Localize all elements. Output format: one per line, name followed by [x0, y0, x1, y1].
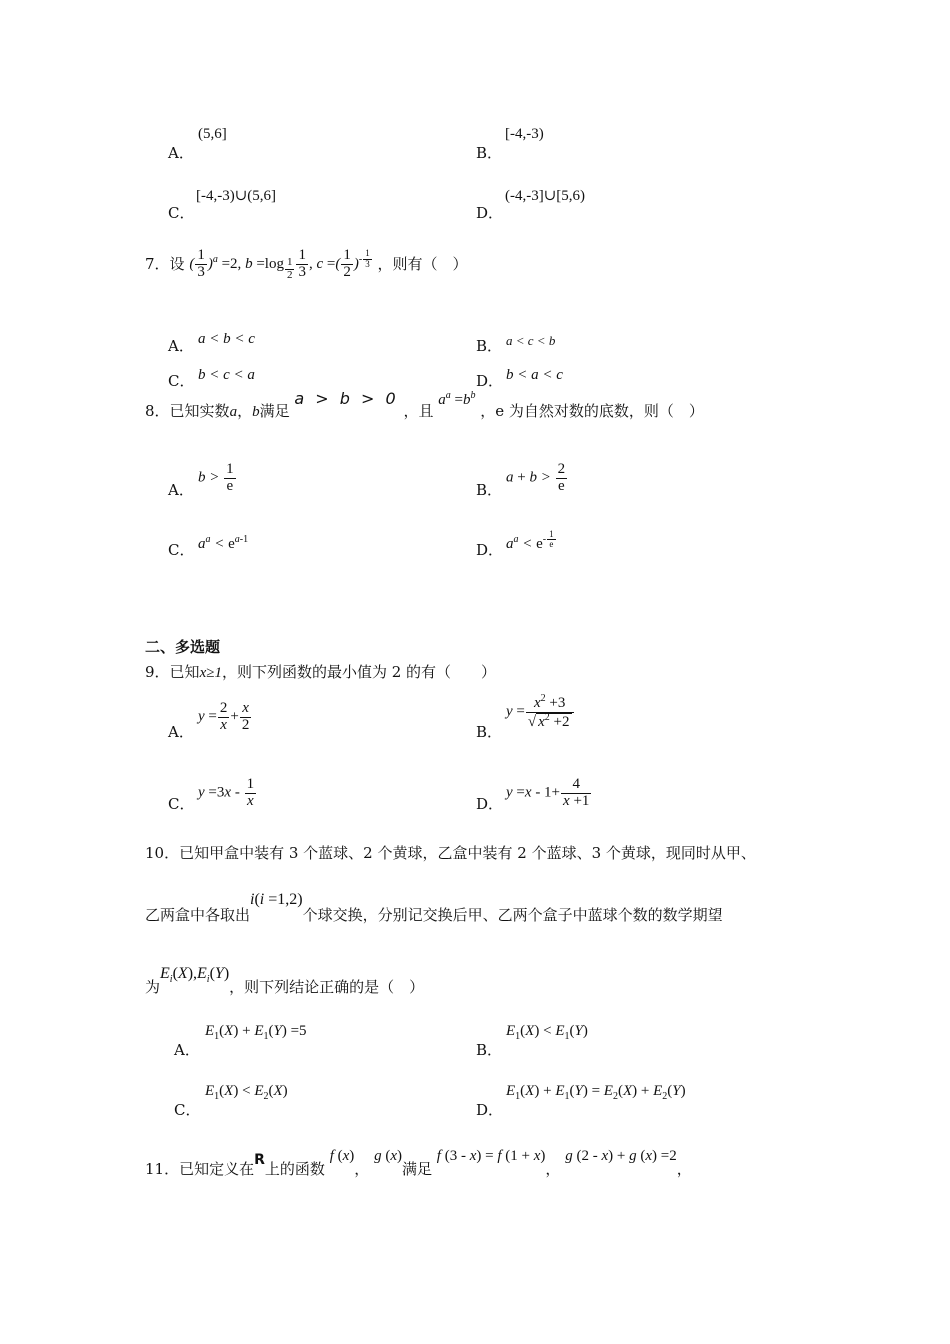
- q8-condition: a > b > 0: [294, 389, 399, 408]
- q8-option-c-expr: $a^a < e^{a-1}$: [198, 534, 249, 552]
- q11-comma3: ，: [676, 1160, 692, 1178]
- q8-text1: 已知实数: [169, 402, 230, 420]
- q7-option-a-label: A．: [168, 337, 194, 355]
- q9-option-c-expr: y =3x - $\frac{1}{x}$: [198, 776, 255, 809]
- q8-text2: 满足: [259, 402, 290, 420]
- question-10-line-2: [145, 888, 723, 924]
- q7-option-b-label: B．: [476, 337, 503, 355]
- q11-set-r: R: [254, 1152, 265, 1168]
- section-2-title: 二、多选题: [145, 638, 221, 656]
- q9-option-b-label: B．: [476, 723, 503, 741]
- q6-option-c-label: C．: [168, 204, 195, 222]
- q11-text1: 已知定义在: [179, 1160, 255, 1178]
- q10-line3a: 为: [145, 978, 161, 996]
- q10-expectation-expr: $E_i(X),E_i(Y)$: [160, 965, 230, 986]
- question-10-line-1: [145, 842, 756, 863]
- q11-number: 11．: [145, 1160, 180, 1178]
- q8-var-b: b: [252, 404, 260, 420]
- q8-option-a-label: A．: [168, 481, 194, 499]
- q11-g-relation: g (2 - x) + g (x) =2: [565, 1148, 677, 1164]
- q9-option-b-expr: y = $\frac{x^2 +3}{√ x^2 +2}$: [506, 694, 575, 731]
- question-9: [145, 661, 496, 682]
- question-11: [145, 1144, 692, 1178]
- q10-option-b-expr: $E_1(X) < E_1(Y)$: [506, 1023, 588, 1042]
- q7-option-c-expr: b < c < a: [198, 367, 255, 383]
- q6-option-b-label: B．: [476, 144, 503, 162]
- q11-comma2: ，: [545, 1160, 561, 1178]
- q8-text3: ，且: [403, 402, 434, 420]
- q10-i-expr: i(i =1,2): [250, 891, 303, 908]
- q10-option-a-label: A．: [174, 1041, 200, 1059]
- q6-option-d-label: D．: [476, 204, 504, 222]
- q8-var-a: a: [229, 404, 238, 420]
- q7-option-a-expr: a < b < c: [198, 331, 255, 347]
- q11-text3: 满足: [402, 1160, 433, 1178]
- q9-option-a-expr: y = $\frac{2}{x}$ + $\frac{x}{2}$: [198, 700, 250, 733]
- q9-number: 9．: [145, 663, 170, 681]
- question-10-line-3: [145, 962, 425, 996]
- q9-option-d-label: D．: [476, 795, 504, 813]
- q7-option-d-expr: b < a < c: [506, 367, 563, 383]
- q8-option-b-expr: a + b > $\frac{2}{e}$: [506, 461, 566, 494]
- q10-line1: 已知甲盒中装有 3 个蓝球、2 个黄球，乙盒中装有 2 个蓝球、3 个黄球，现同时从甲、: [179, 844, 756, 862]
- q8-option-d-expr: $a^a < e^{- \frac{1}{e}}$: [506, 529, 554, 553]
- q6-option-b-expr: [-4,-3): [505, 126, 544, 142]
- q9-text2: ，则下列函数的最小值为 2 的有（ ）: [221, 663, 497, 681]
- q10-line2b: 个球交换，分别记交换后甲、乙两个盒子中蓝球个数的数学期望: [302, 906, 723, 924]
- q8-option-a-expr: b > $\frac{1}{e}$: [198, 461, 234, 494]
- q8-option-b-label: B．: [476, 481, 503, 499]
- q10-option-d-expr: $E_1(X) + E_1(Y) = E_2(X) + E_2(Y)$: [506, 1083, 686, 1102]
- q7-option-d-label: D．: [476, 372, 504, 390]
- q10-option-d-label: D．: [476, 1101, 504, 1119]
- q9-text1: 已知: [169, 663, 200, 681]
- question-8: [145, 389, 704, 421]
- q8-sep: ，: [237, 402, 253, 420]
- q6-option-a-expr: (5,6]: [198, 126, 227, 142]
- q6-option-a-label: A．: [168, 144, 194, 162]
- question-7: [145, 248, 467, 281]
- q8-text4: ，e 为自然对数的底数，则（ ）: [480, 402, 704, 420]
- q11-comma1: ，: [354, 1160, 370, 1178]
- q10-number: 10．: [145, 844, 180, 862]
- q8-option-c-label: C．: [168, 541, 195, 559]
- q10-option-c-expr: $E_1(X) < E_2(X)$: [205, 1083, 288, 1102]
- q6-option-d-expr: (-4,-3]∪[5,6): [505, 188, 586, 204]
- q10-option-a-expr: $E_1(X) + E_1(Y) =5$: [205, 1023, 307, 1042]
- q7-formula: ( $\frac{1}{3}$ )$^a$ =2, b =log $_{\frac{1}{2}}$ $\frac{1}{3}$ , c =( $\frac{1}{2}$ )$^{- \frac{1}{3}}$: [189, 247, 370, 281]
- q9-option-a-label: A．: [168, 723, 194, 741]
- q11-f-expr: f (x): [329, 1148, 355, 1164]
- q10-line2a: 乙两盒中各取出: [145, 906, 251, 924]
- q10-option-b-label: B．: [476, 1041, 503, 1059]
- q11-text2: 上的函数: [264, 1160, 325, 1178]
- q11-g-expr: g (x): [374, 1148, 402, 1164]
- q7-tail: ，则有（ ）: [377, 255, 468, 274]
- q7-option-b-expr: a < c < b: [506, 333, 556, 348]
- q9-condition: x≥1: [199, 665, 222, 681]
- q7-lead: 设: [169, 255, 185, 274]
- q7-number: 7．: [145, 255, 170, 274]
- q9-option-d-expr: y =x - 1+ $\frac{4}{x +1}$: [506, 776, 590, 809]
- q6-option-c-expr: [-4,-3)∪(5,6]: [196, 188, 277, 204]
- q8-number: 8．: [145, 402, 170, 420]
- q7-option-c-label: C．: [168, 372, 195, 390]
- q8-option-d-label: D．: [476, 541, 504, 559]
- q10-line3b: ，则下列结论正确的是（ ）: [229, 978, 425, 996]
- q10-option-c-label: C．: [174, 1101, 201, 1119]
- q8-equation: $a^a =b^b$: [438, 390, 476, 408]
- q11-f-symmetry: f (3 - x) = f (1 + x): [436, 1148, 546, 1164]
- q9-option-c-label: C．: [168, 795, 195, 813]
